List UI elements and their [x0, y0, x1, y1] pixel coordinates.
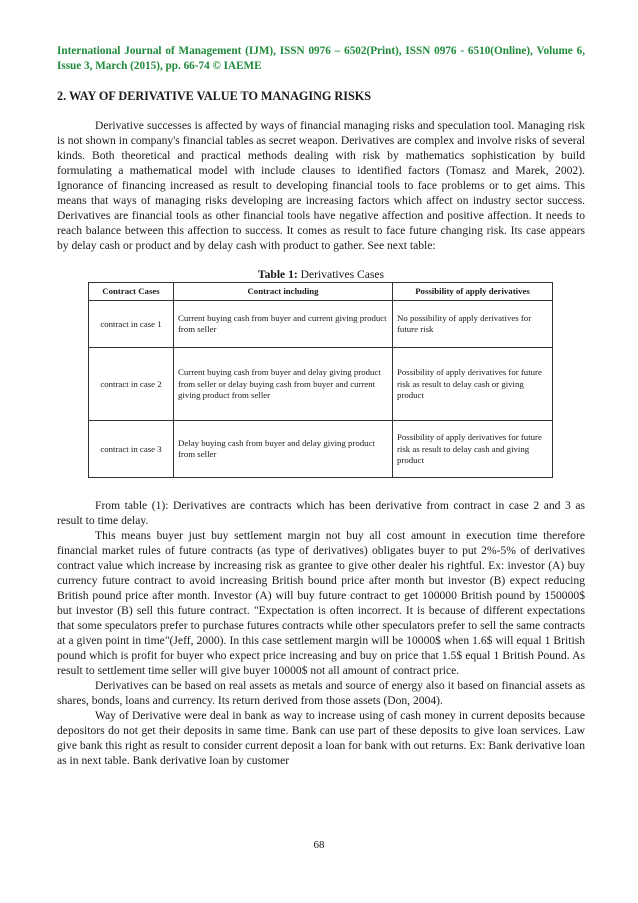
- table-row: [89, 421, 553, 478]
- page-number: 68: [313, 839, 325, 851]
- paragraph-1: Derivative successes is affected by ways of financial managing risks and speculation tool. Managing risk is not shown in company's financial tables as secret weapon. Derivatives are complex and involve risks of several kinds. Both theoretical and practical methods dealing with risk by mathematics sophistication by build formulating a mathematical model with include clauses to identified factors (Tomasz and Marek, 2002). Ignorance of financing increased as result to developing financial tools to face problems or to get aims. This means that ways of managing risks developing are increasing factors which affect on industry sector success. Derivatives are financial tools as other financial tools have negative affection and positive affection. It needs to reach balance between this affection to success. It comes as result to face future changing risk. Its case appears by delay cash or product and by delay cash with product to gather. See next table:: [57, 119, 585, 252]
- cell-possibility: Possibility of apply derivatives for future risk as result to delay cash and giving product: [393, 421, 553, 478]
- cell-case: contract in case 2: [89, 348, 174, 421]
- cell-case: contract in case 3: [89, 421, 174, 478]
- table-header-row: [89, 283, 553, 301]
- header-contract-cases: Contract Cases: [89, 283, 174, 301]
- paragraph-3: This means buyer just buy settlement margin not buy all cost amount in execution time therefore financial market rules of future contracts (as type of derivatives) obligates buyer to put 2%-5% of derivatives contract value which increase by increasing risk as grantee to give other dealer his rightful. Ex: investor (A) buy currency future contract to avoid increasing British bound price after month but investor (B) expect reducing British pound price after month. Investor (A) will buy future contract to get 100000 British pound by 150000$ but investor (B) sell this future contract. "Expectation is often incorrect. It is because of different expectations that some speculators prefer to purchase futures contracts while other speculators prefer to sell the same contracts at a given point in time"(Jeff, 2000). In this case settlement margin will be 10000$ when 1.6$ will equal 1 British pound which is profit for buyer who expect price increasing and buy on price that 1.5$ equal 1 British Pound. As result to settlement time seller will give buyer 10000$ not all amount of contract price.: [57, 529, 585, 678]
- cell-including: Delay buying cash from buyer and delay giving product from seller: [174, 421, 393, 478]
- cell-possibility: No possibility of apply derivatives for future risk: [393, 301, 553, 348]
- journal-header: International Journal of Management (IJM), ISSN 0976 – 6502(Print), ISSN 0976 - 6510(Online), Volume 6, Issue 3, March (2015), pp. 66-74 © IAEME: [57, 45, 585, 72]
- page-content: [57, 44, 585, 768]
- header-contract-including: Contract including: [174, 283, 393, 301]
- table-row: [89, 348, 553, 421]
- cell-including: Current buying cash from buyer and current giving product from seller: [174, 301, 393, 348]
- table-caption-label: Table 1:: [257, 268, 298, 281]
- section-title: 2. WAY OF DERIVATIVE VALUE TO MANAGING RISKS: [57, 89, 372, 103]
- paragraph-5: Way of Derivative were deal in bank as way to increase using of cash money in current deposits because depositors do not get their deposits in same time. Bank can use part of these deposits to give loan services. Law give bank this right as result to consider current deposit a loan for bank with out returns. Ex: Bank derivative loan as in next table. Bank derivative loan by customer: [57, 709, 585, 768]
- cell-possibility: Possibility of apply derivatives for future risk as result to delay cash or giving product: [393, 348, 553, 421]
- paragraph-4: Derivatives can be based on real assets as metals and source of energy also it based on financial assets as shares, bonds, loans and currency. Its return derived from those assets (Don, 2004).: [57, 679, 585, 708]
- cell-including: Current buying cash from buyer and delay giving product from seller or delay buying cash from buyer and current giving product from seller: [174, 348, 393, 421]
- cell-case: contract in case 1: [89, 301, 174, 348]
- table-caption: [57, 268, 585, 281]
- paragraph-2: From table (1): Derivatives are contracts which has been derivative from contract in case 2 and 3 as result to time delay.: [57, 499, 585, 528]
- header-possibility: Possibility of apply derivatives: [393, 283, 553, 301]
- derivatives-cases-table: [88, 282, 553, 478]
- table-caption-text: Derivatives Cases: [297, 268, 385, 281]
- table-row: [89, 301, 553, 348]
